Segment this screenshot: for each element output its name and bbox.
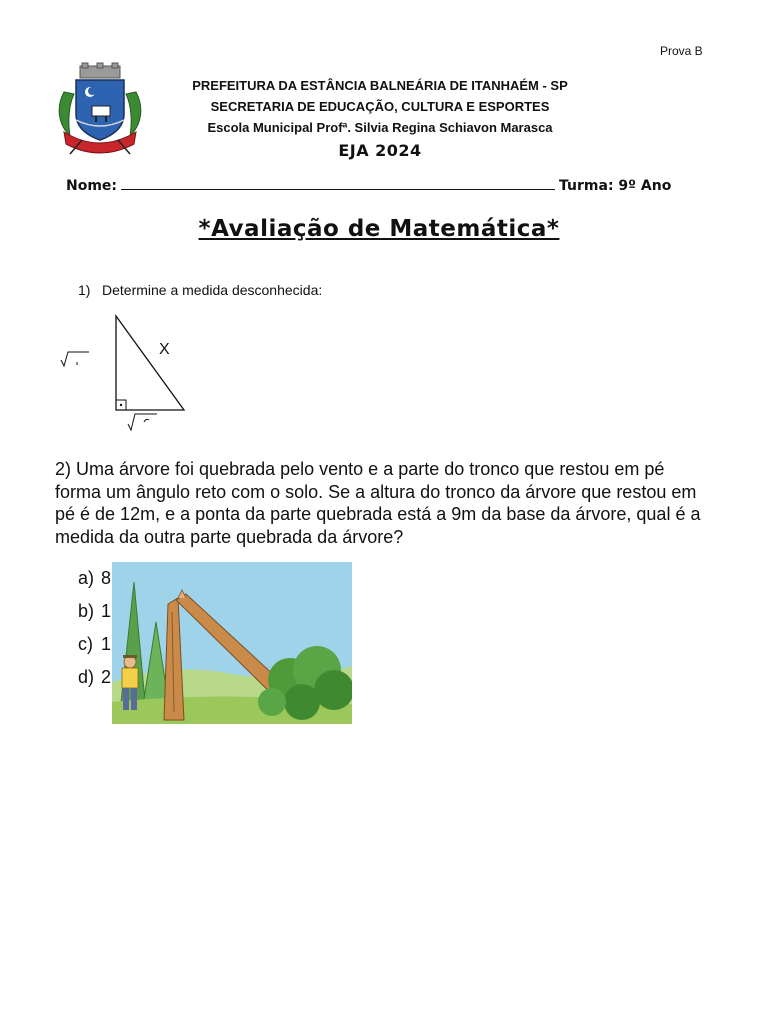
option-a-letter: a) — [78, 568, 95, 588]
option-c[interactable] — [78, 634, 111, 655]
option-a-text: 8 — [101, 568, 112, 588]
right-triangle-diagram — [55, 308, 205, 438]
question-1 — [78, 282, 322, 298]
question-1-text: Determine a medida desconhecida: — [102, 282, 323, 298]
triangle — [116, 316, 184, 410]
option-d[interactable] — [78, 667, 111, 688]
option-c-text: 1 — [101, 634, 112, 654]
secretariat-name: SECRETARIA DE EDUCAÇÃO, CULTURA E ESPORTES — [210, 99, 550, 114]
option-d-text: 2 — [101, 667, 112, 687]
option-c-letter: c) — [78, 634, 93, 654]
right-angle-dot — [120, 404, 122, 406]
hypotenuse-label: X — [159, 341, 170, 358]
bottom-radical-sign — [128, 414, 157, 430]
school-name: Escola Municipal Profª. Silvia Regina Schiavon Marasca — [207, 120, 553, 135]
question-1-number: 1) — [78, 282, 91, 298]
prefecture-name: PREFEITURA DA ESTÂNCIA BALNEÁRIA DE ITANHAÉM - SP — [192, 78, 568, 93]
option-a[interactable] — [78, 568, 111, 589]
option-b-text: 1 — [101, 601, 112, 621]
class-label: Turma: 9º Ano — [559, 178, 672, 194]
exam-title: *Avaliação de Matemática* — [198, 216, 560, 242]
program-year: EJA 2024 — [338, 141, 422, 160]
option-b-letter: b) — [78, 601, 95, 621]
exam-version: Prova B — [660, 44, 703, 58]
left-radical-sign — [61, 352, 89, 366]
name-blank-line[interactable] — [121, 177, 555, 190]
question-2-text: 2) Uma árvore foi quebrada pelo vento e a parte do tronco que restou em pé forma um ângulo reto com o solo. Se a altura do tronco da árvore que restou em pé é de 12m, e a ponta da parte quebrada está a 9m da base da árvore, qual é a medida da outra parte quebrada da árvore? — [55, 459, 701, 547]
municipal-crest-logo — [54, 62, 146, 156]
option-d-letter: d) — [78, 667, 95, 687]
broken-tree-illustration — [112, 562, 352, 724]
student-info-line — [66, 177, 696, 194]
option-b[interactable] — [78, 601, 111, 622]
name-label: Nome: — [66, 178, 118, 194]
